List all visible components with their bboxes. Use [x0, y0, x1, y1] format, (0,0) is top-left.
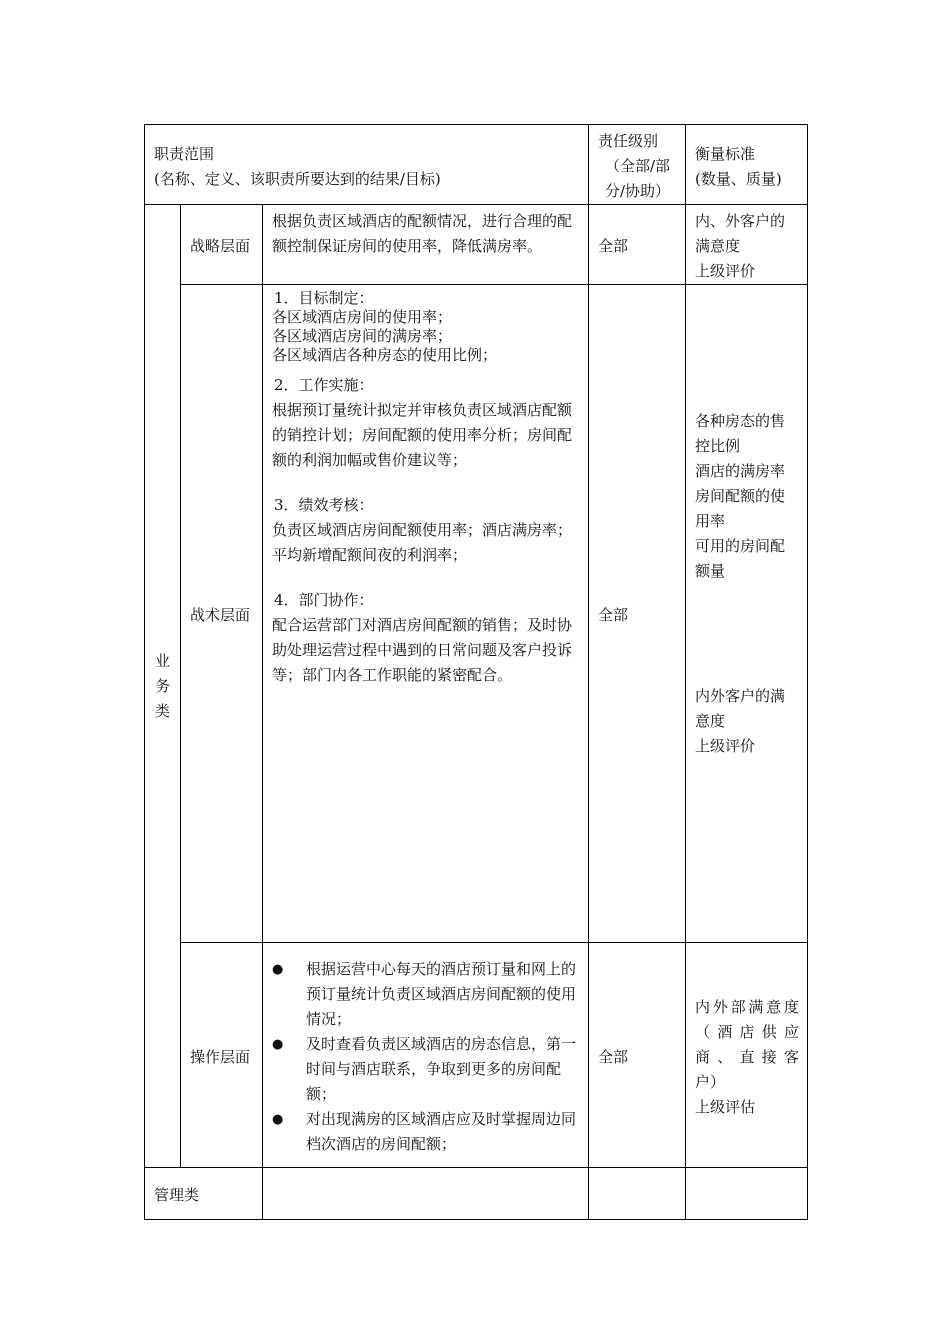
header-measure-subtitle: (数量、质量) [695, 169, 782, 188]
tactics-content-cell [263, 285, 589, 943]
header-measure-cell [686, 125, 808, 205]
tactics-perf-body: 负责区域酒店房间配额使用率；酒店满房率；平均新增配额间夜的利润率； [272, 521, 573, 564]
tactics-measure-cell [686, 285, 808, 943]
operation-layer-cell [181, 943, 263, 1168]
bullet-icon: ● [272, 962, 284, 977]
list-item [272, 957, 580, 1032]
category-business-cell [145, 205, 181, 1168]
strategy-level-value: 全部 [598, 237, 629, 255]
operation-bullet-list [272, 957, 580, 1157]
strategy-measure-cell [686, 205, 808, 285]
category-business-label: 业务类 [154, 651, 170, 720]
strategy-level-cell [589, 205, 686, 285]
management-level-cell [589, 1168, 686, 1220]
strategy-content-text: 根据负责区域酒店的配额情况，进行合理的配额控制保证房间的使用率，降低满房率。 [272, 212, 573, 255]
list-item [272, 1032, 580, 1107]
header-row [145, 125, 808, 205]
management-content-cell [263, 1168, 589, 1220]
tactics-row [145, 285, 808, 943]
operation-level-cell [589, 943, 686, 1168]
tactics-collab-title: 4．部门协作： [274, 591, 374, 609]
responsibility-table [144, 124, 808, 1220]
operation-level-value: 全部 [598, 1047, 629, 1066]
operation-bullet-text: 对出现满房的区域酒店应及时掌握周边同档次酒店的房间配额； [306, 1110, 577, 1153]
header-level-title: 责任级别 [598, 132, 659, 150]
bullet-icon: ● [272, 1112, 284, 1127]
operation-layer-label: 操作层面 [190, 1047, 251, 1066]
operation-bullet-text: 及时查看负责区域酒店的房态信息，第一时间与酒店联系，争取到更多的房间配额； [306, 1035, 577, 1103]
tactics-implement-title: 2．工作实施： [274, 376, 374, 394]
tactics-measure-text-2: 内外客户的满意度 上级评价 [695, 687, 786, 755]
bullet-icon: ● [272, 1037, 284, 1052]
strategy-row [145, 205, 808, 285]
tactics-layer-label: 战术层面 [190, 606, 251, 624]
strategy-content-cell [263, 205, 589, 285]
operation-measure-cell [686, 943, 808, 1168]
list-item [272, 1107, 580, 1157]
management-measure-cell [686, 1168, 808, 1220]
tactics-level-value: 全部 [598, 606, 629, 624]
tactics-goal-title: 1．目标制定： [274, 289, 374, 307]
header-measure-title: 衡量标准 [695, 144, 756, 163]
tactics-goal-lines: 各区域酒店房间的使用率； 各区域酒店房间的满房率； 各区域酒店各种房态的使用比例； [272, 308, 498, 364]
tactics-implement-body: 根据预订量统计拟定并审核负责区域酒店配额的销控计划；房间配额的使用率分析；房间配额的利润加幅或售价建议等； [272, 401, 573, 469]
operation-bullet-text: 根据运营中心每天的酒店预订量和网上的预订量统计负责区域酒店房间配额的使用情况； [306, 960, 577, 1028]
operation-row [145, 943, 808, 1168]
strategy-layer-cell [181, 205, 263, 285]
category-management-cell [145, 1168, 263, 1220]
tactics-collab-body: 配合运营部门对酒店房间配额的销售；及时协助处理运营过程中遇到的日常问题及客户投诉等；部门内各工作职能的紧密配合。 [272, 616, 573, 684]
header-scope-subtitle: (名称、定义、该职责所要达到的结果/目标) [154, 169, 441, 188]
category-management-label: 管理类 [154, 1186, 200, 1204]
tactics-layer-cell [181, 285, 263, 943]
header-scope-title: 职责范围 [154, 144, 215, 163]
header-level-cell [589, 125, 686, 205]
header-level-subtitle: （全部/部分/协助） [605, 157, 671, 200]
management-row [145, 1168, 808, 1220]
tactics-perf-title: 3．绩效考核： [274, 496, 374, 514]
tactics-measure-text-1: 各种房态的售控比例 酒店的满房率 房间配额的使用率 可用的房间配额量 [695, 412, 786, 580]
tactics-level-cell [589, 285, 686, 943]
operation-measure-text: 内外部满意度（酒店供应商、直接客户） 上级评估 [695, 997, 800, 1116]
strategy-layer-label: 战略层面 [190, 237, 251, 255]
header-scope-cell [145, 125, 589, 205]
strategy-measure-text: 内、外客户的满意度 上级评价 [695, 212, 786, 280]
operation-content-cell [263, 943, 589, 1168]
